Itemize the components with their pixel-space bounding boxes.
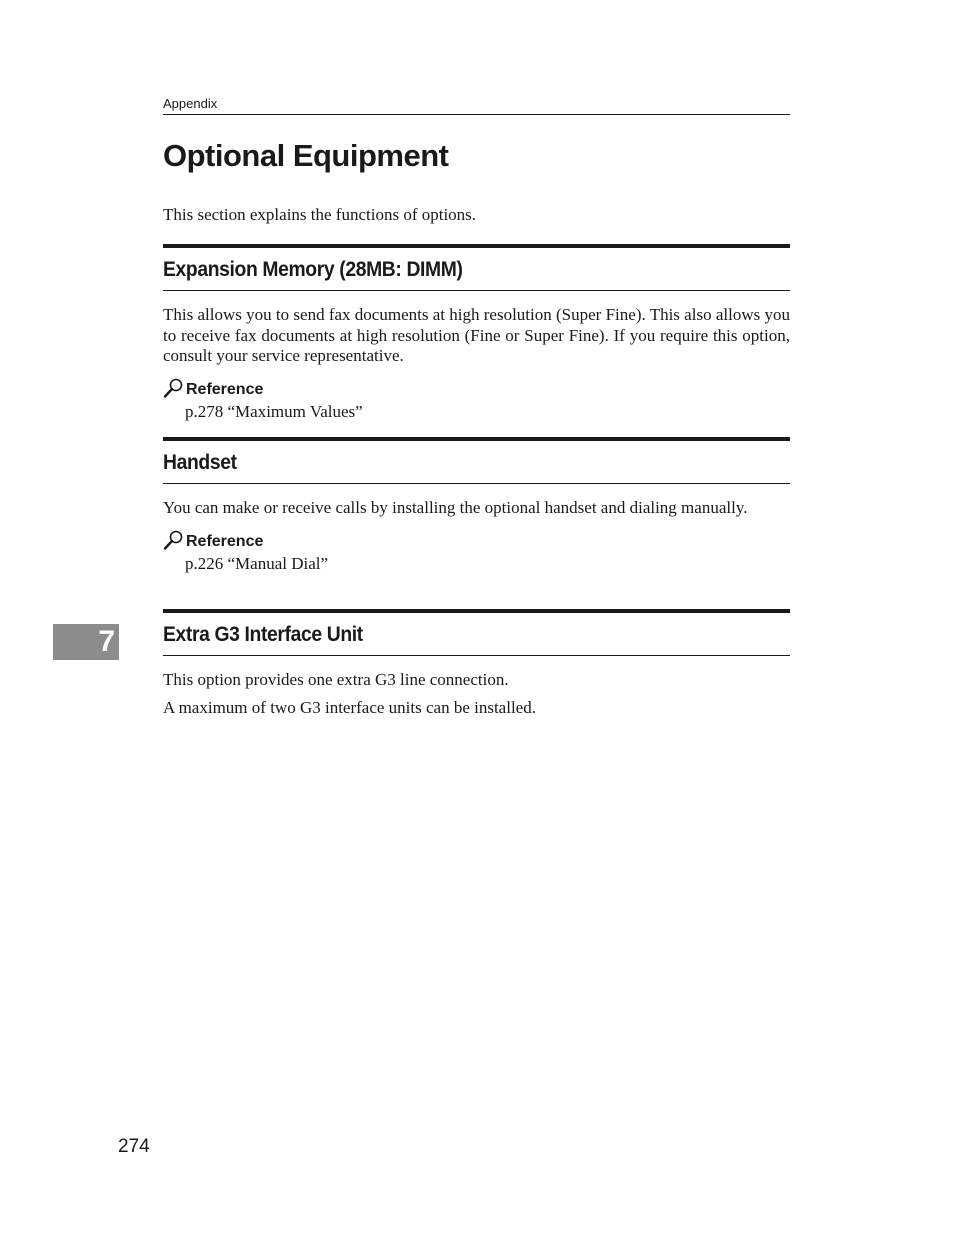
section-heading: Handset: [163, 451, 237, 474]
section-rule-bottom: [163, 655, 790, 656]
section-heading: Expansion Memory (28MB: DIMM): [163, 258, 463, 281]
chapter-tab: 7: [53, 624, 119, 660]
page-number: 274: [118, 1136, 150, 1157]
reference-link[interactable]: p.278 “Maximum Values”: [185, 401, 363, 421]
reference-label: Reference: [186, 532, 264, 550]
magnifier-icon: [163, 377, 185, 399]
section-paragraph: This allows you to send fax documents at high resolution (Super Fine). This also allows you to receive fax documents at high resolution (Fine or Super Fine). If you require this option, consult your service representative.: [163, 305, 790, 365]
section-paragraph: You can make or receive calls by installing the optional handset and dialing manually.: [163, 498, 748, 517]
reference-label: Reference: [186, 380, 264, 398]
section-rule-bottom: [163, 483, 790, 484]
reference-block: [163, 377, 790, 422]
intro-paragraph: This section explains the functions of options.: [163, 205, 477, 224]
reference-link[interactable]: p.226 “Manual Dial”: [185, 553, 329, 573]
reference-heading: [163, 529, 790, 551]
reference-heading: [163, 377, 790, 399]
running-head: Appendix: [163, 96, 790, 115]
magnifier-icon: [163, 529, 185, 551]
section-extra-g3-interface: [163, 609, 790, 718]
page-title: Optional Equipment: [163, 138, 449, 173]
section-heading: Extra G3 Interface Unit: [163, 623, 363, 646]
section-paragraph: This option provides one extra G3 line connection.: [163, 670, 509, 689]
section-paragraph: A maximum of two G3 interface units can be installed.: [163, 697, 536, 717]
section-expansion-memory: [163, 244, 790, 422]
section-rule-bottom: [163, 290, 790, 291]
section-handset: [163, 437, 790, 574]
reference-block: [163, 529, 790, 574]
